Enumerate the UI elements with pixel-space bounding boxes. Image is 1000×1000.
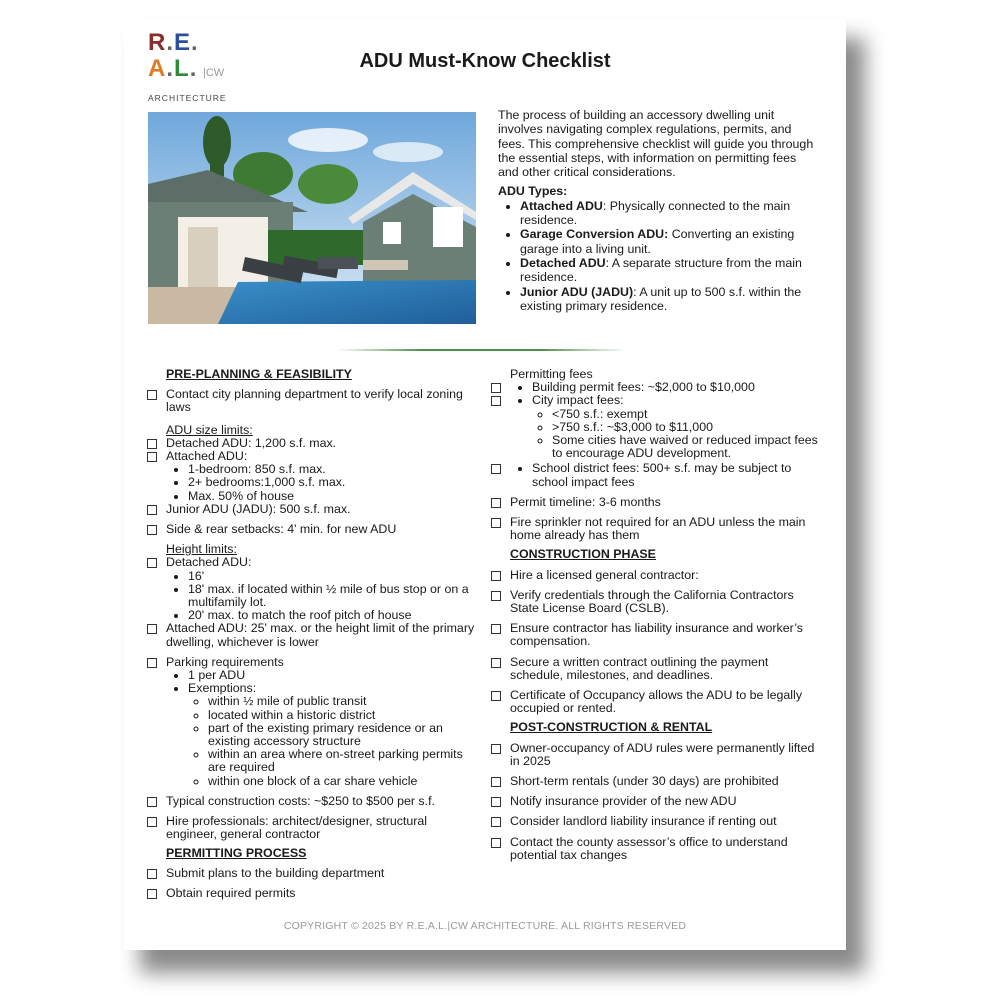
checklist-item[interactable]: Verify credentials through the California Contractors State License Board (CSLB). (490, 589, 820, 615)
checklist-item[interactable]: Hire a licensed general contractor: (490, 569, 820, 582)
list-item: • 20' max. to match the roof pitch of house (188, 609, 476, 622)
checkbox-icon[interactable] (147, 505, 157, 515)
parking-list (166, 669, 476, 788)
checkbox-icon[interactable] (147, 658, 157, 668)
checkbox-icon[interactable] (491, 571, 501, 581)
checkbox-icon[interactable] (147, 452, 157, 462)
page-title: ADU Must-Know Checklist (359, 50, 611, 72)
checklist-item[interactable]: Typical construction costs: ~$250 to $500 per s.f. (146, 795, 476, 808)
detached-height-list (166, 570, 476, 623)
checkbox-icon[interactable] (491, 658, 501, 668)
checkbox-icon[interactable] (491, 817, 501, 827)
checklist-item[interactable]: Obtain required permits (146, 887, 476, 900)
exemptions-list (188, 695, 476, 787)
checklist-item[interactable]: Submit plans to the building department (146, 867, 476, 880)
adu-type-item: • Garage Conversion ADU: Converting an existing garage into a living unit. (520, 227, 818, 256)
checkbox-icon[interactable] (491, 498, 501, 508)
section-divider (336, 349, 626, 351)
checklist-item[interactable]: Contact the county assessor’s office to understand potential tax changes (490, 836, 820, 862)
logo-subtitle: ARCHITECTURE (148, 93, 227, 103)
checklist-item[interactable]: Attached ADU: 25' max. or the height limit of the primary dwelling, whichever is lower (146, 622, 476, 648)
checklist-item[interactable]: Junior ADU (JADU): 500 s.f. max. (146, 503, 476, 516)
adu-types-heading: ADU Types: (498, 184, 568, 199)
adu-types-list (498, 199, 818, 313)
checkbox-icon[interactable] (147, 624, 157, 634)
list-item: ◦ located within a historic district (208, 709, 476, 722)
checklist-item[interactable]: Detached ADU: • 16' • 18' max. if located within ½ mile of bus stop or on a multifamily lot. • 20' max. to match the roof pitch of house (146, 556, 476, 622)
post-construction-heading: POST-CONSTRUCTION & RENTAL (510, 720, 713, 735)
checkbox-icon[interactable] (147, 558, 157, 568)
list-item: ◦ part of the existing primary residence or an existing accessory structure (208, 722, 476, 748)
city-fee-list (532, 408, 820, 461)
list-item: • 1 per ADU (188, 669, 476, 682)
checkbox-icon[interactable] (147, 525, 157, 535)
list-item: ◦ >750 s.f.: ~$3,000 to $11,000 (552, 421, 820, 434)
checkbox-icon[interactable] (147, 797, 157, 807)
checklist-item[interactable]: Short-term rentals (under 30 days) are prohibited (490, 775, 820, 788)
checklist-item[interactable]: Detached ADU: 1,200 s.f. max. (146, 437, 476, 450)
checklist-item[interactable]: Consider landlord liability insurance if renting out (490, 815, 820, 828)
checkbox-icon[interactable] (491, 518, 501, 528)
checklist-item[interactable]: Parking requirements • 1 per ADU • Exemptions: ◦ within ½ mile of public transit ◦ located within a historic district ◦ part of the existing primary residence or an existing accessory structure ◦ within an area where on-street parking permits are required ◦ within one block of a car share vehicle (146, 656, 476, 788)
checkbox-icon[interactable] (147, 889, 157, 899)
pre-planning-heading: PRE-PLANNING & FEASIBILITY (166, 367, 352, 381)
checklist-item[interactable]: Secure a written contract outlining the payment schedule, milestones, and deadlines. (490, 656, 820, 682)
checklist-item[interactable]: Certificate of Occupancy allows the ADU to be legally occupied or rented. (490, 689, 820, 715)
adu-type-item: • Junior ADU (JADU): A unit up to 500 s.f. within the existing primary residence. (520, 285, 818, 314)
list-item: • City impact fees: ◦ <750 s.f.: exempt ◦ >750 s.f.: ~$3,000 to $11,000 ◦ Some cities have waived or reduced impact fees to encourage ADU development. (532, 394, 820, 460)
permitting-fees-heading: Permitting fees (510, 367, 593, 381)
left-column (146, 368, 476, 907)
permitting-process-heading: PERMITTING PROCESS (166, 845, 307, 860)
checklist-item[interactable]: Permit timeline: 3-6 months (490, 496, 820, 509)
checkbox-icon[interactable] (491, 396, 501, 406)
house-with-pool-photo (148, 112, 476, 324)
checklist-item[interactable]: Side & rear setbacks: 4' min. for new ADU (146, 523, 476, 536)
checkbox-icon[interactable] (491, 691, 501, 701)
checkbox-icon[interactable] (147, 390, 157, 400)
list-item: • Exemptions: ◦ within ½ mile of public transit ◦ located within a historic district ◦ part of the existing primary residence or an existing accessory structure ◦ within an area where on-street parking permits are required ◦ within one block of a car share vehicle (188, 682, 476, 788)
adu-size-heading: ADU size limits: (166, 422, 253, 437)
adu-type-item: • Detached ADU: A separate structure from the main residence. (520, 256, 818, 285)
right-column (490, 368, 820, 869)
checklist-item[interactable]: Fire sprinkler not required for an ADU unless the main home already has them (490, 516, 820, 542)
list-item: ◦ within ½ mile of public transit (208, 695, 476, 708)
list-item: • 1-bedroom: 850 s.f. max. (188, 463, 476, 476)
copyright-footer: COPYRIGHT © 2025 BY R.E.A.L.|CW ARCHITECTURE. ALL RIGHTS RESERVED (283, 920, 687, 932)
checklist-item[interactable]: Owner-occupancy of ADU rules were permanently lifted in 2025 (490, 742, 820, 768)
checkbox-icon[interactable] (491, 797, 501, 807)
list-item: ◦ Some cities have waived or reduced impact fees to encourage ADU development. (552, 434, 820, 460)
list-item: • 18' max. if located within ½ mile of bus stop or on a multifamily lot. (188, 583, 476, 609)
logo-line-2: A.L. (148, 55, 198, 82)
checkbox-icon[interactable] (491, 591, 501, 601)
logo-suffix: |CW (203, 67, 225, 79)
checkbox-icon[interactable] (147, 869, 157, 879)
checkbox-icon[interactable] (491, 838, 501, 848)
checklist-item[interactable] (490, 394, 820, 460)
list-item: ◦ within an area where on-street parking permits are required (208, 748, 476, 774)
adu-type-item: • Attached ADU: Physically connected to the main residence. (520, 199, 818, 228)
intro-section (498, 108, 818, 313)
checklist-item[interactable] (490, 462, 820, 488)
list-item: ◦ within one block of a car share vehicle (208, 775, 476, 788)
list-item: • 16' (188, 570, 476, 583)
construction-phase-heading: CONSTRUCTION PHASE (510, 547, 656, 562)
list-item: • 2+ bedrooms:1,000 s.f. max. (188, 476, 476, 489)
checklist-item[interactable]: Ensure contractor has liability insurance and worker’s compensation. (490, 622, 820, 648)
checklist-page (124, 20, 846, 950)
attached-size-list (166, 463, 476, 503)
list-item: ◦ <750 s.f.: exempt (552, 408, 820, 421)
checkbox-icon[interactable] (147, 439, 157, 449)
list-item: • Max. 50% of house (188, 490, 476, 503)
height-limits-heading: Height limits: (166, 542, 237, 557)
logo-line-1: R.E. (148, 29, 199, 56)
checkbox-icon[interactable] (491, 464, 501, 474)
checkbox-icon[interactable] (491, 744, 501, 754)
intro-paragraph: The process of building an accessory dwelling unit involves navigating complex regulations, permits, and fees. This comprehensive checklist will guide you through the essential steps, with information on permitting fees and other critical considerations. (498, 108, 814, 180)
checkbox-icon[interactable] (491, 383, 501, 393)
checkbox-icon[interactable] (491, 624, 501, 634)
checkbox-icon[interactable] (491, 777, 501, 787)
checklist-item[interactable]: Contact city planning department to verify local zoning laws (146, 388, 476, 414)
list-item: • Building permit fees: ~$2,000 to $10,000 (532, 381, 820, 394)
checklist-item[interactable]: Attached ADU: • 1-bedroom: 850 s.f. max. • 2+ bedrooms:1,000 s.f. max. • Max. 50% of house (146, 450, 476, 503)
list-item: • School district fees: 500+ s.f. may be subject to school impact fees (532, 462, 820, 488)
checklist-item[interactable]: Hire professionals: architect/designer, structural engineer, general contractor (146, 815, 476, 841)
checkbox-icon[interactable] (147, 817, 157, 827)
checklist-item[interactable]: Notify insurance provider of the new ADU (490, 795, 820, 808)
